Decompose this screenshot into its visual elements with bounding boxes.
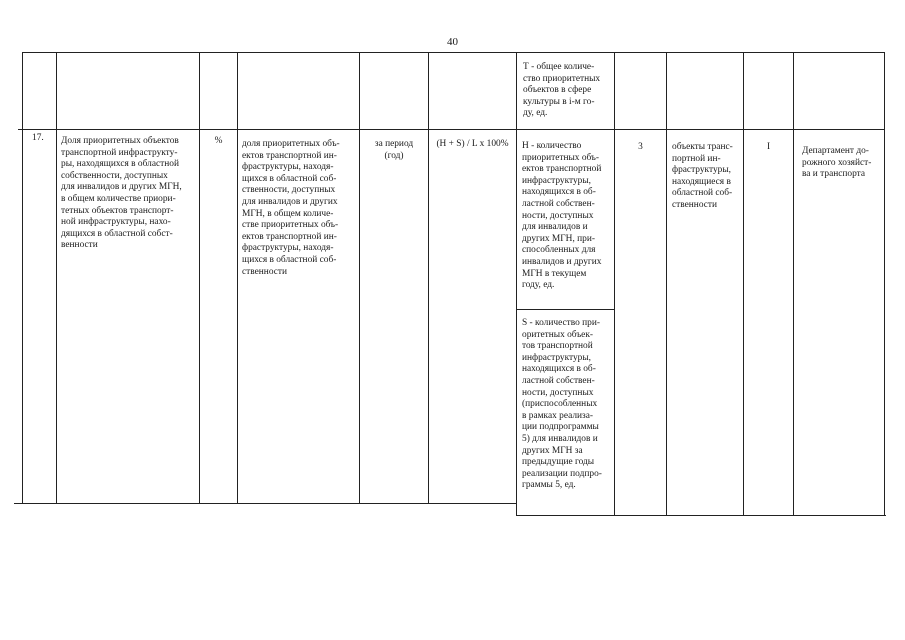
observation-object: объекты транс- портной ин- фраструктуры, находящиеся в областной соб- ственности [672, 142, 733, 210]
col-border-3 [237, 52, 238, 504]
table-top-border [22, 52, 884, 53]
method-code: 3 [638, 142, 643, 152]
col-border-10 [793, 52, 794, 516]
col-border-6 [516, 52, 517, 516]
col-border-2 [199, 52, 200, 504]
frequency-cell: I [766, 142, 771, 152]
unit-cell: % [214, 136, 223, 146]
subrow-separator [516, 309, 614, 310]
page-number: 40 [447, 36, 458, 48]
col-border-4 [359, 52, 360, 504]
col-border-7 [614, 52, 615, 516]
col-border-0 [22, 52, 23, 504]
col-border-9 [743, 52, 744, 516]
variable-s-description: S - количество при- оритетных объек- тов транспортной инфраструктуры, находящихся в об- ластной собствен- ности, доступных (приспособленных в рамках реализа- ции подпрограммы 5) для инвалидов и других МГН за предыдущие годы реализации подпро- граммы 5, ед. [522, 318, 602, 491]
col-border-1 [56, 52, 57, 504]
col-border-5 [428, 52, 429, 504]
period-cell: за период (год) [374, 139, 414, 161]
row-number: 17. [32, 133, 44, 143]
table-bottom-border-left [14, 503, 517, 504]
indicator-name: Доля приоритетных объектов транспортной инфраструкту- ры, находящихся в областной собственности, доступных для инвалидов и других МГН, в общем количестве приори- тетных объектов транспорт- ной инфраструктуры, нахо- дящихся в областной собст- венности [61, 136, 182, 251]
responsible-department: Департамент до- рожного хозяйст- ва и транспорта [802, 146, 872, 180]
indicator-definition: доля приоритетных объ- ектов транспортной ин- фраструктуры, находя- щихся в областной соб- ственности, доступных для инвалидов и других МГН, в общем количе- стве приоритетных объ- ектов транспортной ин- фраструктуры, находя- щихся в областной соб- ственности [242, 139, 340, 277]
variable-h-description: Н - количество приоритетных объ- ектов транспортной инфраструктуры, находящихся в об- ластной собствен- ности, доступных для инвалидов и других МГН, при- способленных для инвалидов и других МГН в текущем году, ед. [522, 141, 602, 291]
row-separator [18, 129, 884, 130]
col-border-8 [666, 52, 667, 516]
variable-t-description: Т - общее количе- ство приоритетных объектов в сфере культуры в i-м го- ду, ед. [523, 62, 601, 119]
col-border-11 [884, 52, 885, 516]
table-bottom-border-right [516, 515, 886, 516]
formula-cell: (Н + S) / L х 100% [436, 139, 509, 149]
